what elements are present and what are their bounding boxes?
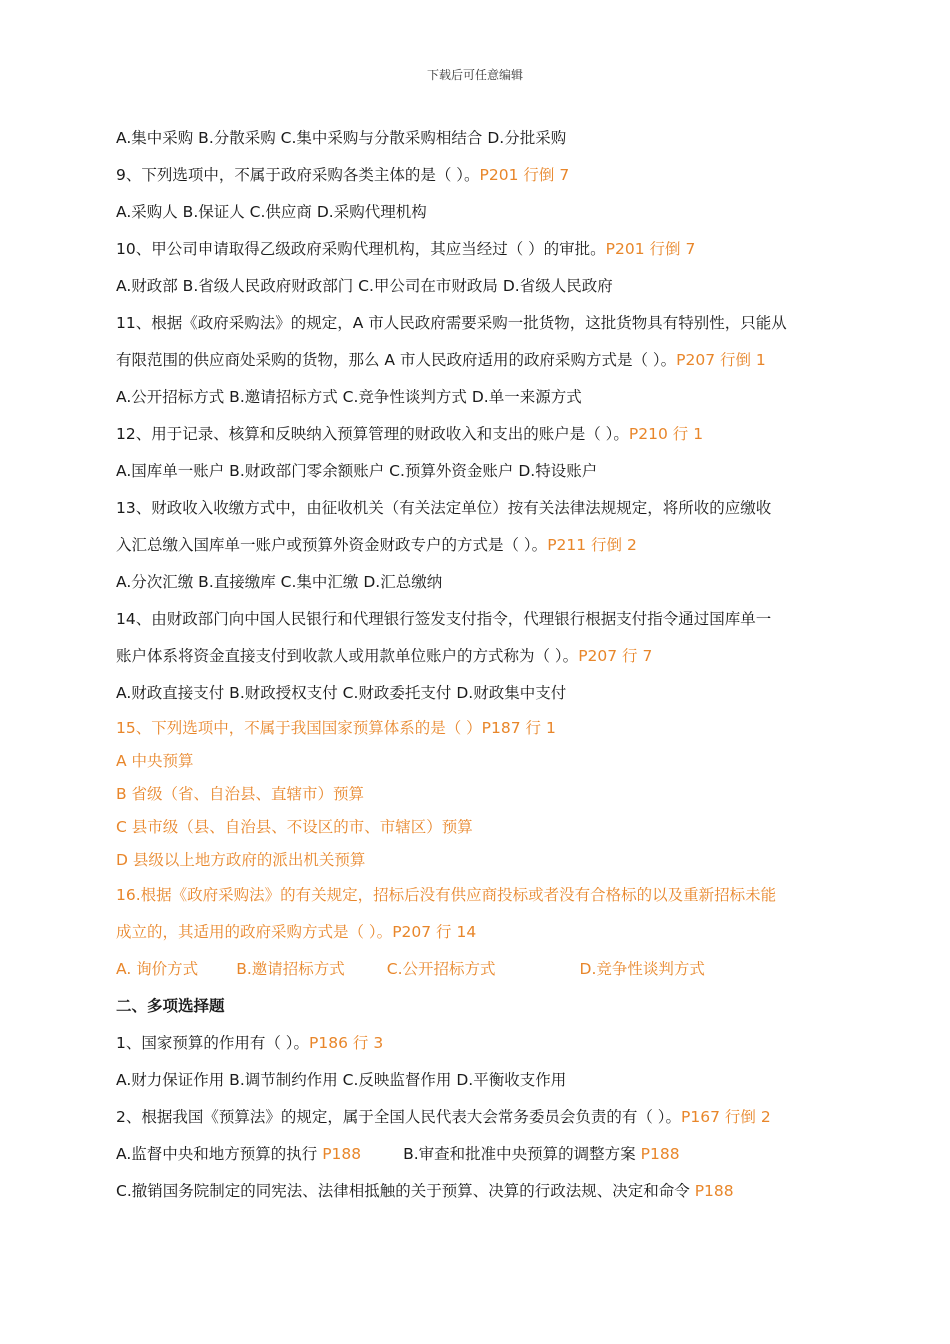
option-c: C.公开招标方式 [386,960,496,978]
question-line: 入汇总缴入国库单一账户或预算外资金财政专户的方式是（ ）。P211 行倒 2 [116,536,637,554]
options-line: A.公开招标方式 B.邀请招标方式 C.竞争性谈判方式 D.单一来源方式 [116,388,582,406]
options-line: A.集中采购 B.分散采购 C.集中采购与分散采购相结合 D.分批采购 [116,129,567,147]
question-line: 12、用于记录、核算和反映纳入预算管理的财政收入和支出的账户是（ ）。P210 行 1 [116,425,704,443]
question-line: 9、下列选项中，不属于政府采购各类主体的是（ ）。P201 行倒 7 [116,166,570,184]
document-body [116,120,846,1210]
options-line: A.财力保证作用 B.调节制约作用 C.反映监督作用 D.平衡收支作用 [116,1071,567,1089]
question-line: 15、下列选项中，不属于我国国家预算体系的是（ ）P187 行 1 [116,719,556,737]
option-d: D.竞争性谈判方式 [579,960,705,978]
question-line: 11、根据《政府采购法》的规定，A 市人民政府需要采购一批货物，这批货物具有特别性，只能从 [116,314,787,332]
page-reference: P188 [694,1182,734,1200]
page-reference: P207 行 14 [392,923,477,941]
options-line: C.撤销国务院制定的同宪法、法律相抵触的关于预算、决算的行政法规、决定和命令 P188 [116,1182,734,1200]
section-heading: 二、多项选择题 [116,997,225,1015]
option-b: B 省级（省、自治县、直辖市）预算 [116,785,365,803]
option-b: B.邀请招标方式 [236,960,345,978]
question-line: 有限范围的供应商处采购的货物，那么 A 市人民政府适用的政府采购方式是（ ）。P207 行倒 1 [116,351,766,369]
page-reference: P207 行 7 [578,647,653,665]
page-reference: P187 行 1 [481,719,556,737]
question-line: 1、国家预算的作用有（ ）。P186 行 3 [116,1034,384,1052]
question-line: 10、甲公司申请取得乙级政府采购代理机构，其应当经过（ ）的审批。P201 行倒 7 [116,240,696,258]
page-reference: P201 行倒 7 [605,240,696,258]
question-line: 14、由财政部门向中国人民银行和代理银行签发支付指令，代理银行根据支付指令通过国库单一 [116,610,772,628]
question-line: 成立的，其适用的政府采购方式是（ ）。P207 行 14 [116,923,477,941]
page-reference: P186 行 3 [309,1034,384,1052]
page-reference: P201 行倒 7 [479,166,570,184]
question-line: 2、根据我国《预算法》的规定，属于全国人民代表大会常务委员会负责的有（ ）。P167 行倒 2 [116,1108,771,1126]
page-reference: P207 行倒 1 [676,351,766,369]
option-a: A. 询价方式 [116,960,199,978]
page-reference: P188 [322,1145,362,1163]
question-line: 16.根据《政府采购法》的有关规定，招标后没有供应商投标或者没有合格标的以及重新招标未能 [116,886,777,904]
page-reference: P188 [640,1145,680,1163]
option-d: D 县级以上地方政府的派出机关预算 [116,851,366,869]
options-line: A.分次汇缴 B.直接缴库 C.集中汇缴 D.汇总缴纳 [116,573,443,591]
question-line: 13、财政收入收缴方式中，由征收机关（有关法定单位）按有关法律法规规定，将所收的应缴收 [116,499,772,517]
options-line [116,951,846,988]
question-line: 账户体系将资金直接支付到收款人或用款单位账户的方式称为（ ）。P207 行 7 [116,647,653,665]
options-line: A.财政部 B.省级人民政府财政部门 C.甲公司在市财政局 D.省级人民政府 [116,277,613,295]
options-line: A.采购人 B.保证人 C.供应商 D.采购代理机构 [116,203,427,221]
page-reference: P210 行 1 [628,425,704,443]
option-c: C 县市级（县、自治县、不设区的市、市辖区）预算 [116,818,473,836]
option-a: A 中央预算 [116,752,194,770]
page-header: 下载后可任意编辑 [426,68,523,82]
page-reference: P167 行倒 2 [681,1108,771,1126]
options-line: A.财政直接支付 B.财政授权支付 C.财政委托支付 D.财政集中支付 [116,684,567,702]
page-reference: P211 行倒 2 [547,536,637,554]
options-line: A.监督中央和地方预算的执行 P188 B.审查和批准中央预算的调整方案 P188 [116,1145,680,1163]
options-line: A.国库单一账户 B.财政部门零余额账户 C.预算外资金账户 D.特设账户 [116,462,598,480]
